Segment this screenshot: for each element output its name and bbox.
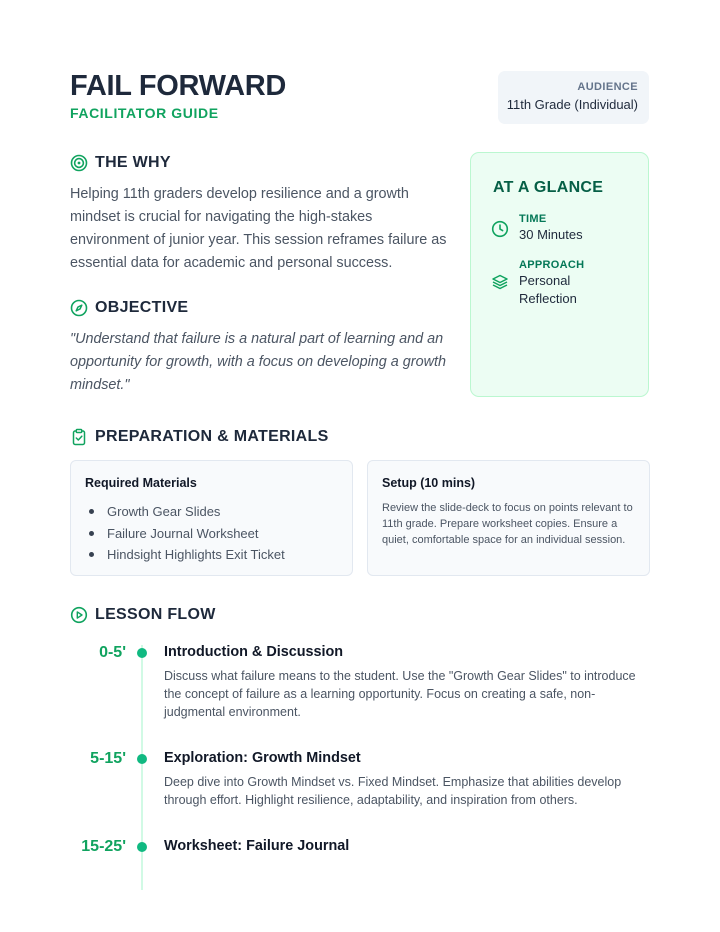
step-time: 0-5' xyxy=(99,644,126,661)
list-item xyxy=(85,523,285,545)
list-item xyxy=(85,501,285,523)
step-description: Discuss what failure means to the student. Use the "Growth Gear Slides" to introduce the concept of failure as a learning opportunity. Focus on creating a safe, non-judgmental environment. xyxy=(164,669,636,719)
objective-text: "Understand that failure is a natural part of learning and an opportunity for growth, with a focus on developing a growth mindset." xyxy=(70,331,446,393)
section-preparation-heading xyxy=(70,428,329,446)
at-a-glance-title: AT A GLANCE xyxy=(493,179,604,196)
step-title: Introduction & Discussion xyxy=(164,644,344,660)
audience-value: 11th Grade (Individual) xyxy=(506,97,638,112)
list-item xyxy=(85,544,285,566)
audience-label: AUDIENCE xyxy=(577,81,638,93)
setup-text: Review the slide-deck to focus on points relevant to 11th grade. Prepare worksheet copies. Ensure a quiet, comfortable space for an individual session. xyxy=(382,502,633,546)
section-lesson-flow-heading xyxy=(70,606,216,624)
step-title: Exploration: Growth Mindset xyxy=(164,750,361,766)
glance-approach-value-1: Personal xyxy=(519,273,571,288)
step-time: 15-25' xyxy=(81,838,126,855)
materials-list xyxy=(85,501,285,566)
clock-icon xyxy=(491,220,509,238)
section-why-label: THE WHY xyxy=(95,154,171,171)
audience-box xyxy=(498,71,649,124)
timeline-dot xyxy=(137,754,147,764)
material-label: Failure Journal Worksheet xyxy=(107,525,259,541)
page-title: FAIL FORWARD xyxy=(70,70,287,102)
at-a-glance-card xyxy=(470,152,649,397)
timeline-dot xyxy=(137,842,147,852)
clipboard-check-icon xyxy=(70,428,88,446)
bullet-icon xyxy=(89,531,94,536)
material-label: Hindsight Highlights Exit Ticket xyxy=(107,547,285,563)
bullet-icon xyxy=(89,552,94,557)
glance-approach xyxy=(491,259,584,307)
page-subtitle: FACILITATOR GUIDE xyxy=(70,105,219,121)
section-objective-heading xyxy=(70,299,188,317)
materials-title: Required Materials xyxy=(85,476,197,490)
step-title: Worksheet: Failure Journal xyxy=(164,838,350,854)
material-label: Growth Gear Slides xyxy=(107,504,221,520)
materials-card xyxy=(70,460,353,576)
setup-title: Setup (10 mins) xyxy=(382,476,476,490)
timeline-dot xyxy=(137,648,147,658)
play-circle-icon xyxy=(70,606,88,624)
timeline-line xyxy=(141,645,143,890)
glance-time-value: 30 Minutes xyxy=(519,227,583,242)
compass-icon xyxy=(70,299,88,317)
step-description: Deep dive into Growth Mindset vs. Fixed Mindset. Emphasize that abilities develop through effort. Highlight resilience, adaptability, and inspiration from others. xyxy=(164,775,622,807)
section-why-heading xyxy=(70,154,171,172)
target-icon xyxy=(70,154,88,172)
section-objective-label: OBJECTIVE xyxy=(95,299,189,316)
bullet-icon xyxy=(89,509,94,514)
step-time: 5-15' xyxy=(90,750,126,767)
layers-icon xyxy=(491,273,509,291)
glance-time-label: TIME xyxy=(519,213,547,225)
setup-card xyxy=(367,460,650,576)
glance-time xyxy=(491,213,583,243)
section-lesson-flow-label: LESSON FLOW xyxy=(95,606,216,623)
glance-approach-value-2: Reflection xyxy=(519,291,577,306)
why-text: Helping 11th graders develop resilience and a growth mindset is crucial for navigating the high-stakes environment of junior year. This session reframes failure as essential data for academic and personal success. xyxy=(70,186,447,271)
section-preparation-label: PREPARATION & MATERIALS xyxy=(95,428,329,445)
glance-approach-label: APPROACH xyxy=(519,259,585,271)
